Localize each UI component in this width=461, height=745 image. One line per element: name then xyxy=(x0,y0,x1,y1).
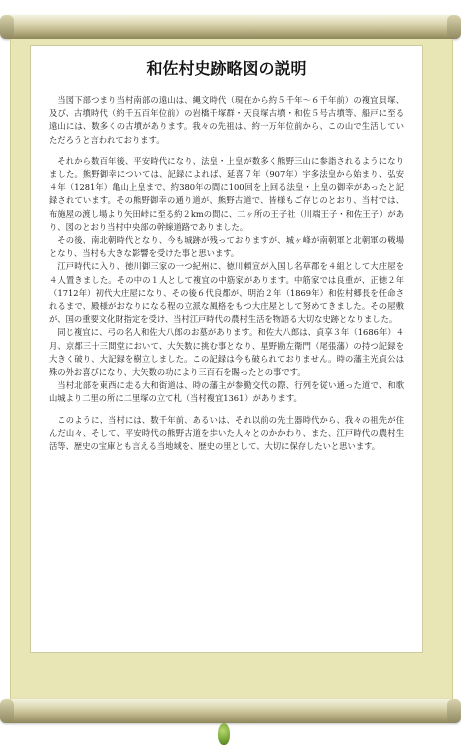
scroll-bottom-rod-right-cap xyxy=(447,699,461,723)
scroll-bottom-rod xyxy=(0,699,461,723)
paragraph-conclusion: このように、当村には、数千年前、あるいは、それ以前の先土器時代から、我々の祖先が住んだ山々、そして、平安時代の熊野古道を歩いた人々とのかかわり、また、江戸時代の農村生活等、歴史の宝庫とも言える当地域を、歴史の里として、大切に保存したいと思います。 xyxy=(49,414,404,452)
scroll-top-rod xyxy=(0,15,461,39)
scroll-pendant-icon xyxy=(218,723,230,745)
paragraph-heian-kumano: それから数百年後、平安時代になり、法皇・上皇が数多く熊野三山に参詣されるようになりました。熊野御幸については、記録によれば、延喜７年（907年）宇多法皇から始まり、弘安４年（1281年）亀山上皇まで、約380年の間に100回を上回る法皇・上皇の御幸があったと記録されています。その熊野御幸の通り道が、熊野古道で、皆様もご存じのとおり、当村では、布施屋の渡し場より矢田峠に至る約２kmの間に、二ヶ所の王子社（川端王子・和佐王子）があり、図のとおり当村中央部の幹線道路でありました。 xyxy=(49,155,404,232)
scroll-top-rod-right-cap xyxy=(447,15,461,39)
paragraph-yamato-kaido: 当村北部を東西に走る大和街道は、時の藩主が参勤交代の際、行列を従い通った道で、和歌山城より二里の所に二里塚の立て札（当村複宜1361）があります。 xyxy=(49,380,404,404)
paragraph-jomon-kofun: 当図下部つまり当村南部の遠山は、縄文時代（現在から約５千年～６千年前）の複宜貝塚、及び、古墳時代（約千五百年位前）の岩橋千塚群・天良塚古墳・和佐５号古墳等、船戸に至る遠山には、数多くの古墳があります。我々の先祖は、約一万年位前から、この山で生活していただろうと言われております。 xyxy=(49,95,404,145)
paragraph-wasa-daihachiro: 同じ複宜に、弓の名人和佐大八郎のお墓があります。和佐大八郎は、貞享３年（1686年）４月、京都三十三間堂において、大矢数に挑む事となり、星野勘左衛門（尾張藩）の持つ記録を大きく破り、大記録を樹立しました。この記録は今も破られておりません。時の藩主光貞公は殊の外お喜びになり、大矢数の功により三百石を賜ったとの事です。 xyxy=(49,327,404,378)
scroll-top-rod-left-cap xyxy=(0,15,14,39)
paragraph-edo-nakasuji: 江戸時代に入り、徳川御三家の一つ紀州に、徳川頼宣が入国し名草郡を４組として大庄屋を４人置きました。その中の１人として複宜の中筋家があります。中筋家では良重が、正徳２年（1712年）初代大庄屋になり、その後６代良都が、明治２年（1869年）和佐村郷長を任命されるまで、殿様がおなりになる程の立派な風格をもつ大庄屋として努めてきました。その屋敷が、国の重要文化財指定を受け、当村江戸時代の農村生活を物語る大切な史跡となりました。 xyxy=(49,261,404,325)
scroll-bottom-rod-left-cap xyxy=(0,699,14,723)
paragraph-nanbokucho: その後、南北朝時代となり、今も城跡が残っておりますが、城ヶ峰が南朝軍と北朝軍の戦場となり、当村も大きな影響を受けた事と思います。 xyxy=(49,235,404,259)
document-paper xyxy=(30,45,423,653)
page-title: 和佐村史跡略図の説明 xyxy=(146,59,307,78)
